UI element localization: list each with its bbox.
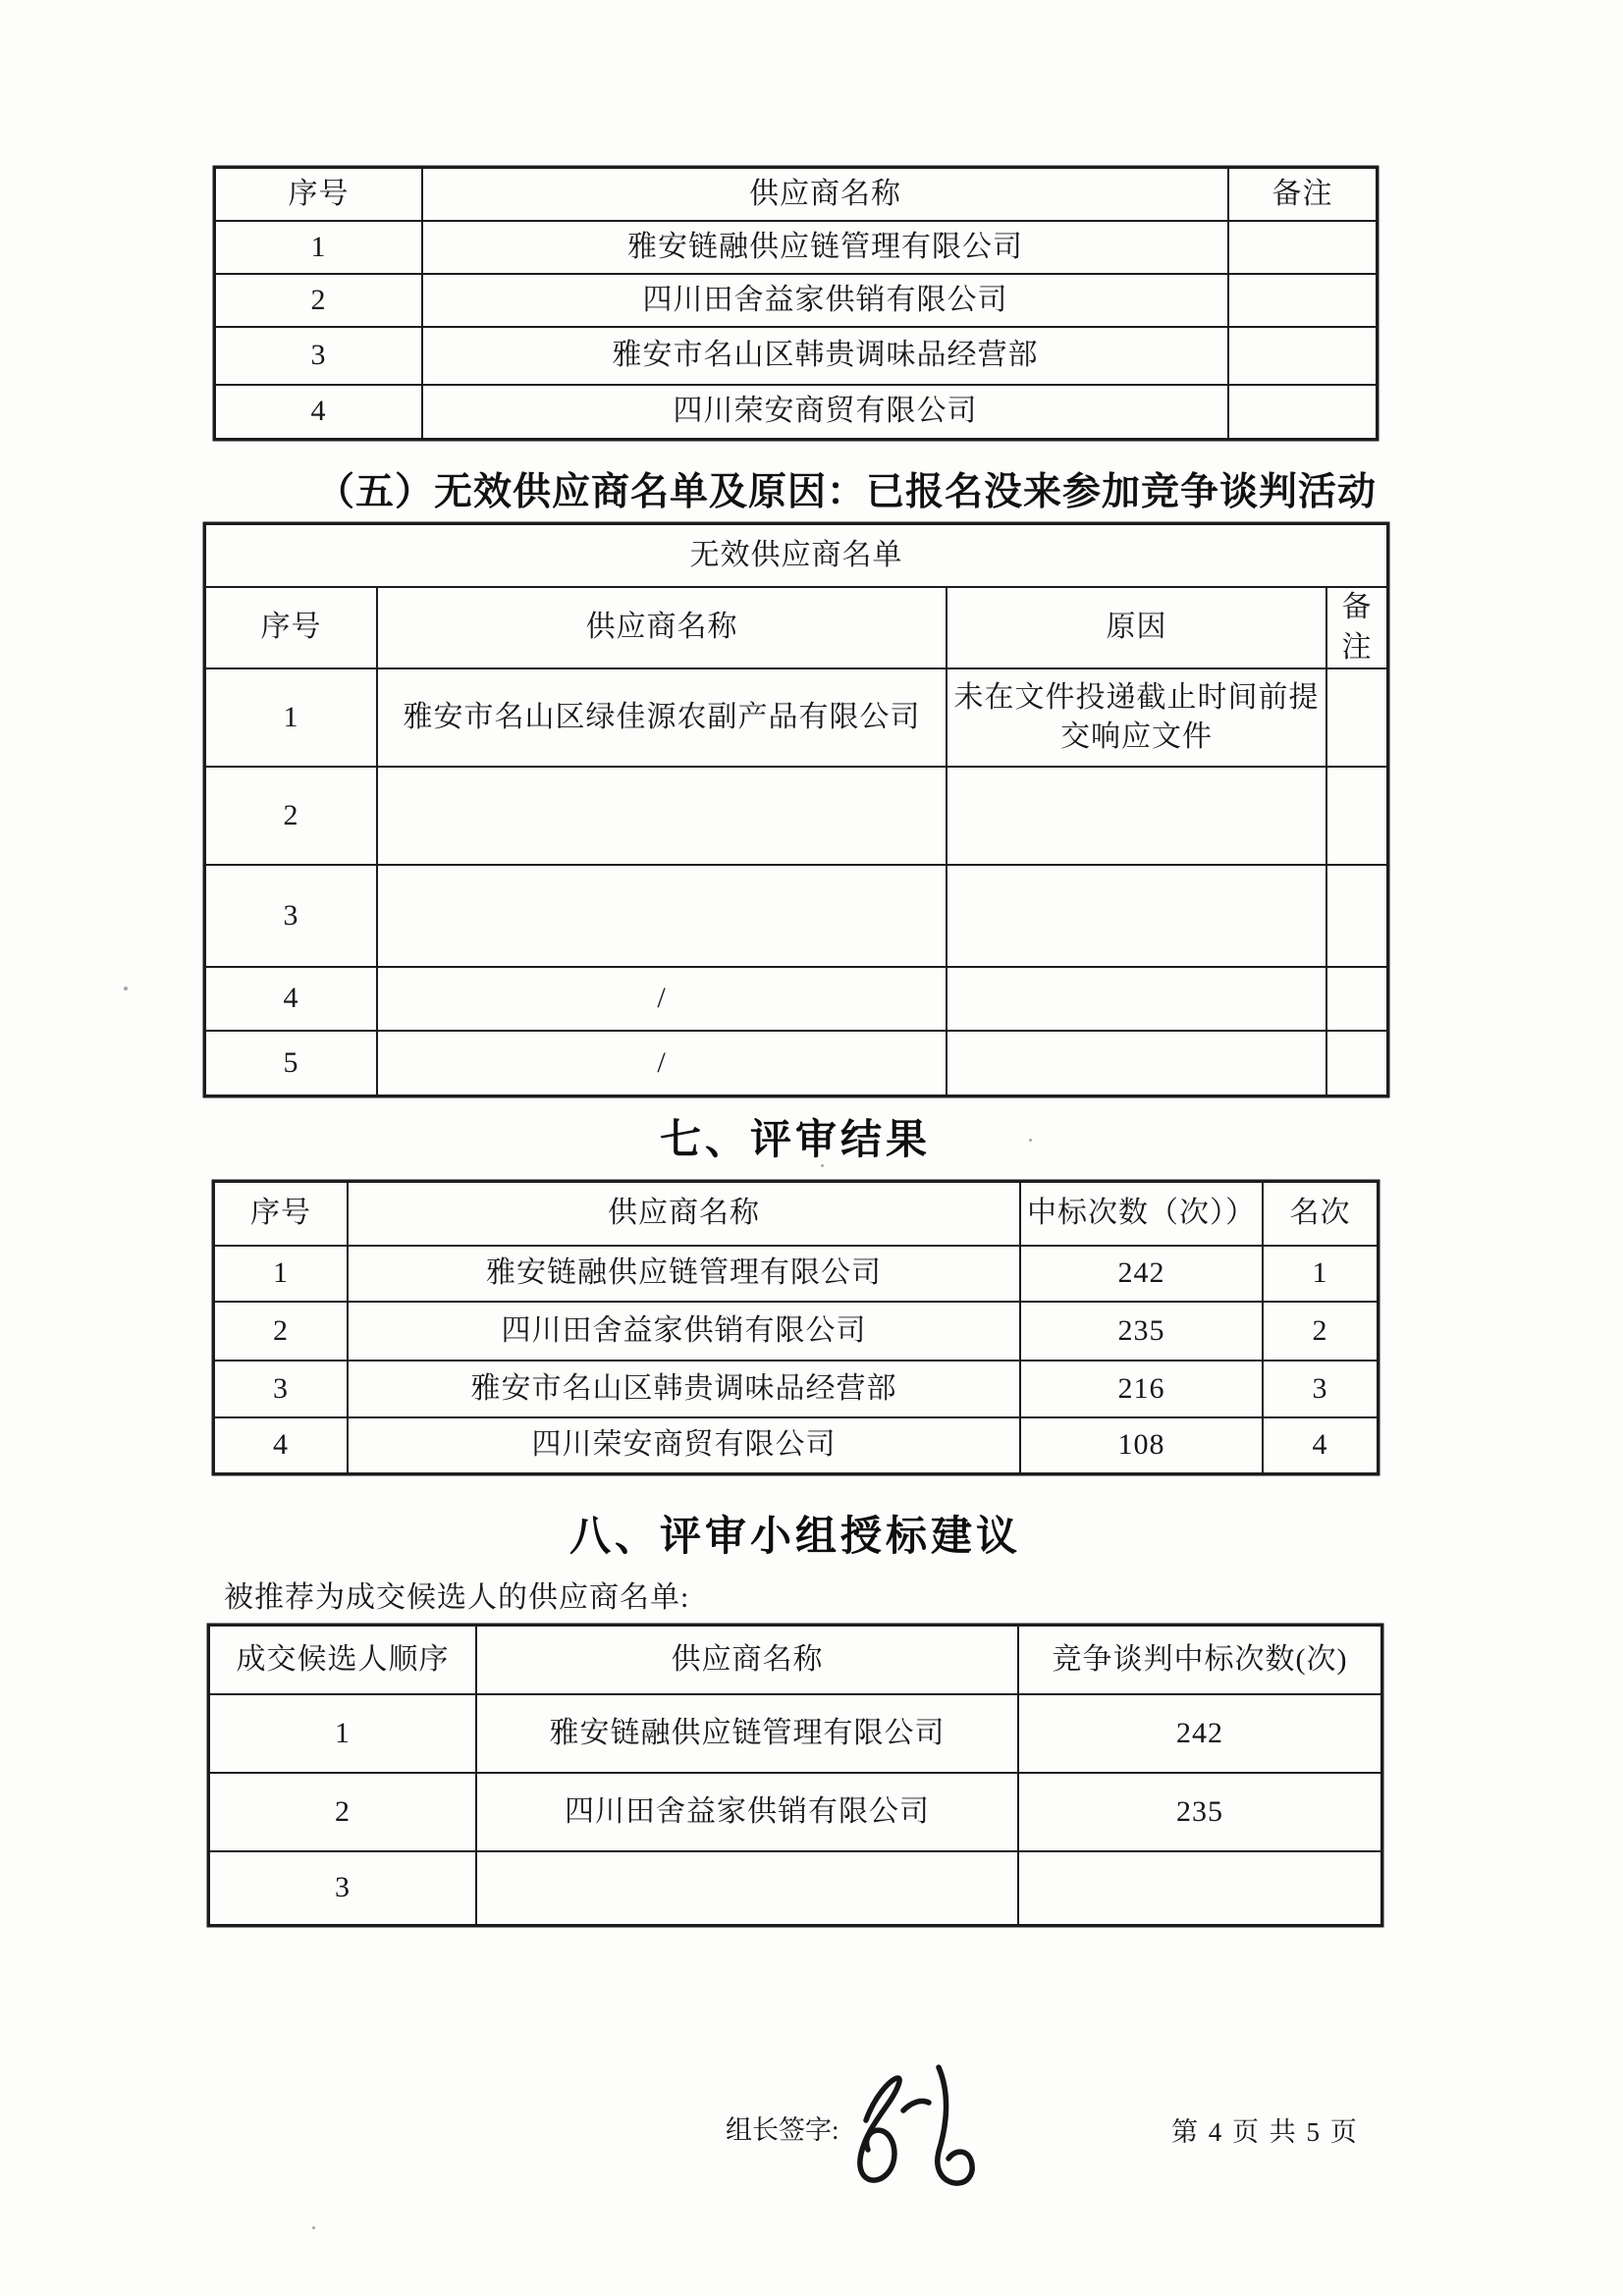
- cell-supplier: 四川田舍益家供销有限公司: [476, 1773, 1018, 1851]
- col-header-supplier: 供应商名称: [422, 168, 1228, 221]
- cell-supplier: 四川田舍益家供销有限公司: [348, 1302, 1020, 1361]
- handwritten-signature-icon: [837, 2059, 994, 2197]
- cell-seq: 3: [214, 1361, 348, 1417]
- cell-remark: [1228, 221, 1377, 274]
- cell-win-count: 108: [1020, 1417, 1263, 1473]
- col-header-seq: 序号: [205, 587, 377, 668]
- table-header-row: [209, 1626, 1381, 1694]
- cell-rank: 4: [1263, 1417, 1378, 1473]
- award-candidates-table: [208, 1625, 1382, 1926]
- col-header-candidate-order: 成交候选人顺序: [209, 1626, 476, 1694]
- table-title: 无效供应商名单: [205, 524, 1387, 587]
- table-row: [205, 865, 1387, 967]
- invalid-suppliers-table: [204, 523, 1388, 1096]
- cell-seq: 4: [215, 385, 422, 439]
- col-header-remark: 备注: [1228, 168, 1377, 221]
- cell-remark: [1228, 385, 1377, 439]
- cell-supplier: 四川荣安商贸有限公司: [348, 1417, 1020, 1473]
- cell-seq: 5: [205, 1031, 377, 1095]
- scan-speck: [1029, 1139, 1032, 1142]
- cell-seq: 2: [214, 1302, 348, 1361]
- cell-candidate-order: 1: [209, 1694, 476, 1773]
- cell-win-count: 242: [1018, 1694, 1381, 1773]
- col-header-reason: 原因: [947, 587, 1326, 668]
- cell-reason: [947, 767, 1326, 865]
- qualified-suppliers-table: [214, 167, 1378, 440]
- cell-supplier: 雅安市名山区韩贵调味品经营部: [348, 1361, 1020, 1417]
- cell-supplier: 雅安市名山区韩贵调味品经营部: [422, 327, 1228, 385]
- cell-win-count: 242: [1020, 1246, 1263, 1302]
- scan-speck: [312, 2226, 315, 2229]
- cell-remark: [1326, 967, 1387, 1031]
- cell-supplier: [476, 1851, 1018, 1925]
- scan-speck: [821, 1164, 824, 1167]
- section7-heading: 七、评审结果: [659, 1116, 931, 1162]
- cell-supplier: 雅安链融供应链管理有限公司: [422, 221, 1228, 274]
- cell-supplier: 四川荣安商贸有限公司: [422, 385, 1228, 439]
- cell-seq: 1: [215, 221, 422, 274]
- cell-supplier: 雅安链融供应链管理有限公司: [476, 1694, 1018, 1773]
- col-header-negotiation-win-count: 竞争谈判中标次数(次): [1018, 1626, 1381, 1694]
- cell-win-count: 235: [1020, 1302, 1263, 1361]
- cell-seq: 1: [205, 668, 377, 767]
- cell-supplier: /: [377, 967, 947, 1031]
- cell-reason: [947, 1031, 1326, 1095]
- table-title-row: [205, 524, 1387, 587]
- table-row: [214, 1417, 1378, 1473]
- cell-rank: 3: [1263, 1361, 1378, 1417]
- cell-supplier: [377, 767, 947, 865]
- cell-candidate-order: 3: [209, 1851, 476, 1925]
- cell-win-count: [1018, 1851, 1381, 1925]
- cell-seq: 2: [215, 274, 422, 327]
- cell-remark: [1326, 767, 1387, 865]
- table-row: [214, 1246, 1378, 1302]
- cell-reason: [947, 967, 1326, 1031]
- cell-supplier: [377, 865, 947, 967]
- cell-seq: 1: [214, 1246, 348, 1302]
- cell-rank: 1: [1263, 1246, 1378, 1302]
- table-row: [205, 767, 1387, 865]
- section8-heading: 八、评审小组授标建议: [568, 1513, 1021, 1559]
- col-header-supplier: 供应商名称: [348, 1182, 1020, 1246]
- table-row: [215, 274, 1377, 327]
- table-row: [214, 1302, 1378, 1361]
- section5-heading: （五）无效供应商名单及原因：已报名没来参加竞争谈判活动: [316, 471, 1378, 513]
- scan-speck: [124, 987, 128, 990]
- page-number: 第 4 页 共 5 页: [1171, 2117, 1359, 2147]
- cell-win-count: 216: [1020, 1361, 1263, 1417]
- cell-supplier: 雅安链融供应链管理有限公司: [348, 1246, 1020, 1302]
- table-header-row: [214, 1182, 1378, 1246]
- col-header-rank: 名次: [1263, 1182, 1378, 1246]
- table-row: [209, 1694, 1381, 1773]
- cell-rank: 2: [1263, 1302, 1378, 1361]
- table-row: [215, 327, 1377, 385]
- cell-seq: 3: [205, 865, 377, 967]
- cell-remark: [1228, 274, 1377, 327]
- evaluation-results-table: [213, 1181, 1379, 1474]
- cell-seq: 4: [205, 967, 377, 1031]
- col-header-supplier: 供应商名称: [377, 587, 947, 668]
- cell-remark: [1228, 327, 1377, 385]
- cell-remark: [1326, 668, 1387, 767]
- cell-remark: [1326, 865, 1387, 967]
- table-row: [214, 1361, 1378, 1417]
- section8-intro-text: 被推荐为成交候选人的供应商名单:: [224, 1581, 690, 1614]
- cell-supplier: 四川田舍益家供销有限公司: [422, 274, 1228, 327]
- cell-win-count: 235: [1018, 1773, 1381, 1851]
- cell-reason: [947, 865, 1326, 967]
- table-header-row: [215, 168, 1377, 221]
- cell-candidate-order: 2: [209, 1773, 476, 1851]
- cell-supplier: /: [377, 1031, 947, 1095]
- table-row: [205, 967, 1387, 1031]
- cell-reason: 未在文件投递截止时间前提交响应文件: [947, 668, 1326, 767]
- signature-label: 组长签字:: [726, 2115, 839, 2145]
- col-header-remark: 备注: [1326, 587, 1387, 668]
- cell-seq: 3: [215, 327, 422, 385]
- cell-seq: 4: [214, 1417, 348, 1473]
- table-row: [205, 668, 1387, 767]
- col-header-seq: 序号: [214, 1182, 348, 1246]
- table-row: [215, 221, 1377, 274]
- col-header-win-count: 中标次数（次））: [1020, 1182, 1263, 1246]
- table-row: [209, 1773, 1381, 1851]
- col-header-seq: 序号: [215, 168, 422, 221]
- table-row: [205, 1031, 1387, 1095]
- cell-supplier: 雅安市名山区绿佳源农副产品有限公司: [377, 668, 947, 767]
- table-row: [209, 1851, 1381, 1925]
- table-header-row: [205, 587, 1387, 668]
- col-header-supplier: 供应商名称: [476, 1626, 1018, 1694]
- cell-seq: 2: [205, 767, 377, 865]
- table-row: [215, 385, 1377, 439]
- cell-remark: [1326, 1031, 1387, 1095]
